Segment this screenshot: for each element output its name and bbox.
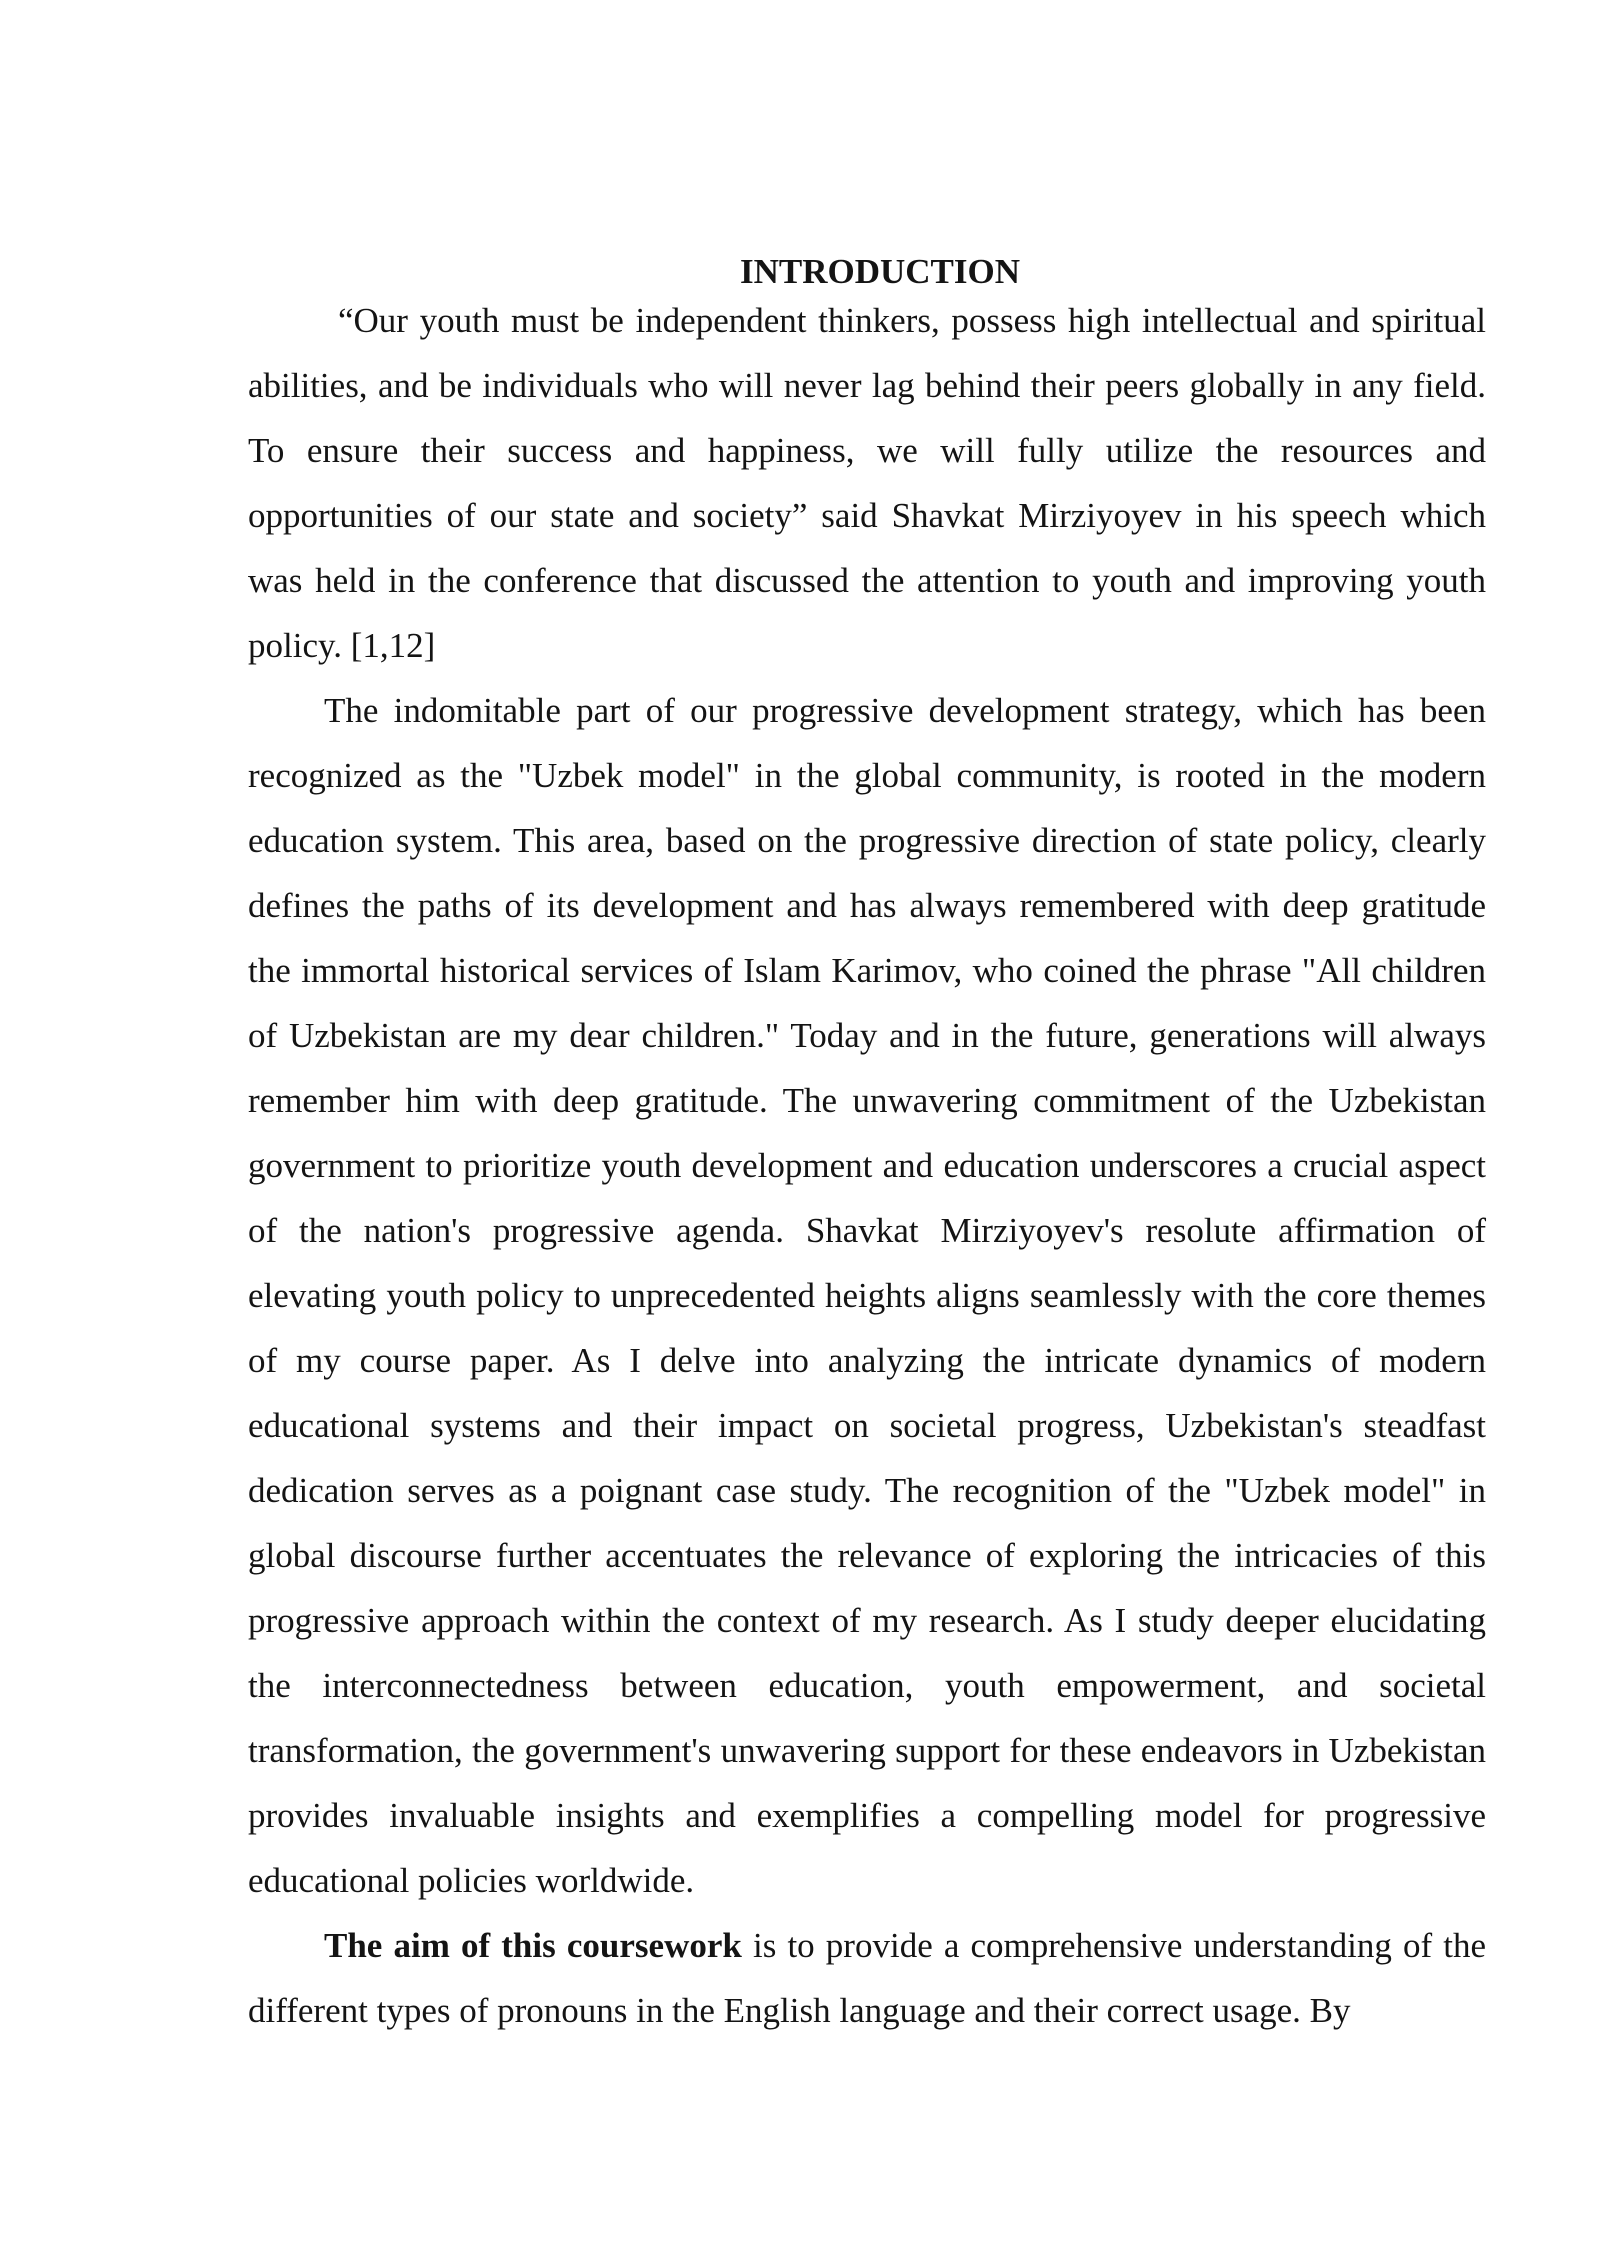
- body-paragraph: The indomitable part of our progressive development strategy, which has been recognized as the "Uzbek model" in the global community, is rooted in the modern education system. This area, based on the progressive direction of state policy, clearly defines the paths of its development and has always remembered with deep gratitude the immortal historical services of Islam Karimov, who coined the phrase "All children of Uzbekistan are my dear children." Today and in the future, generations will always remember him with deep gratitude. The unwavering commitment of the Uzbekistan government to prioritize youth development and education underscores a crucial aspect of the nation's progressive agenda. Shavkat Mirziyoyev's resolute affirmation of elevating youth policy to unprecedented heights aligns seamlessly with the core themes of my course paper. As I delve into analyzing the intricate dynamics of modern educational systems and their impact on societal progress, Uzbekistan's steadfast dedication serves as a poignant case study. The recognition of the "Uzbek model" in global discourse further accentuates the relevance of exploring the intricacies of this progressive approach within the context of my research. As I study deeper elucidating the interconnectedness between education, youth empowerment, and societal transformation, the government's unwavering support for these endeavors in Uzbekistan provides invaluable insights and exemplifies a compelling model for progressive educational policies worldwide.: [248, 691, 1486, 1900]
- aim-paragraph: [248, 1913, 1486, 2043]
- quote-paragraph: “Our youth must be independent thinkers, possess high intellectual and spiritual abilities, and be individuals who will never lag behind their peers globally in any field. To ensure their success and happiness, we will fully utilize the resources and opportunities of our state and society” said Shavkat Mirziyoyev in his speech which was held in the conference that discussed the attention to youth and improving youth policy. [1,12]: [248, 301, 1486, 665]
- section-heading: INTRODUCTION: [739, 252, 1021, 291]
- document-body: [248, 244, 1486, 2043]
- aim-paragraph-text: is to provide a comprehensive understanding of the different types of pronouns in the English language and their correct usage. By: [248, 1926, 1486, 2030]
- aim-lead-phrase: The aim of this coursework: [324, 1926, 742, 1965]
